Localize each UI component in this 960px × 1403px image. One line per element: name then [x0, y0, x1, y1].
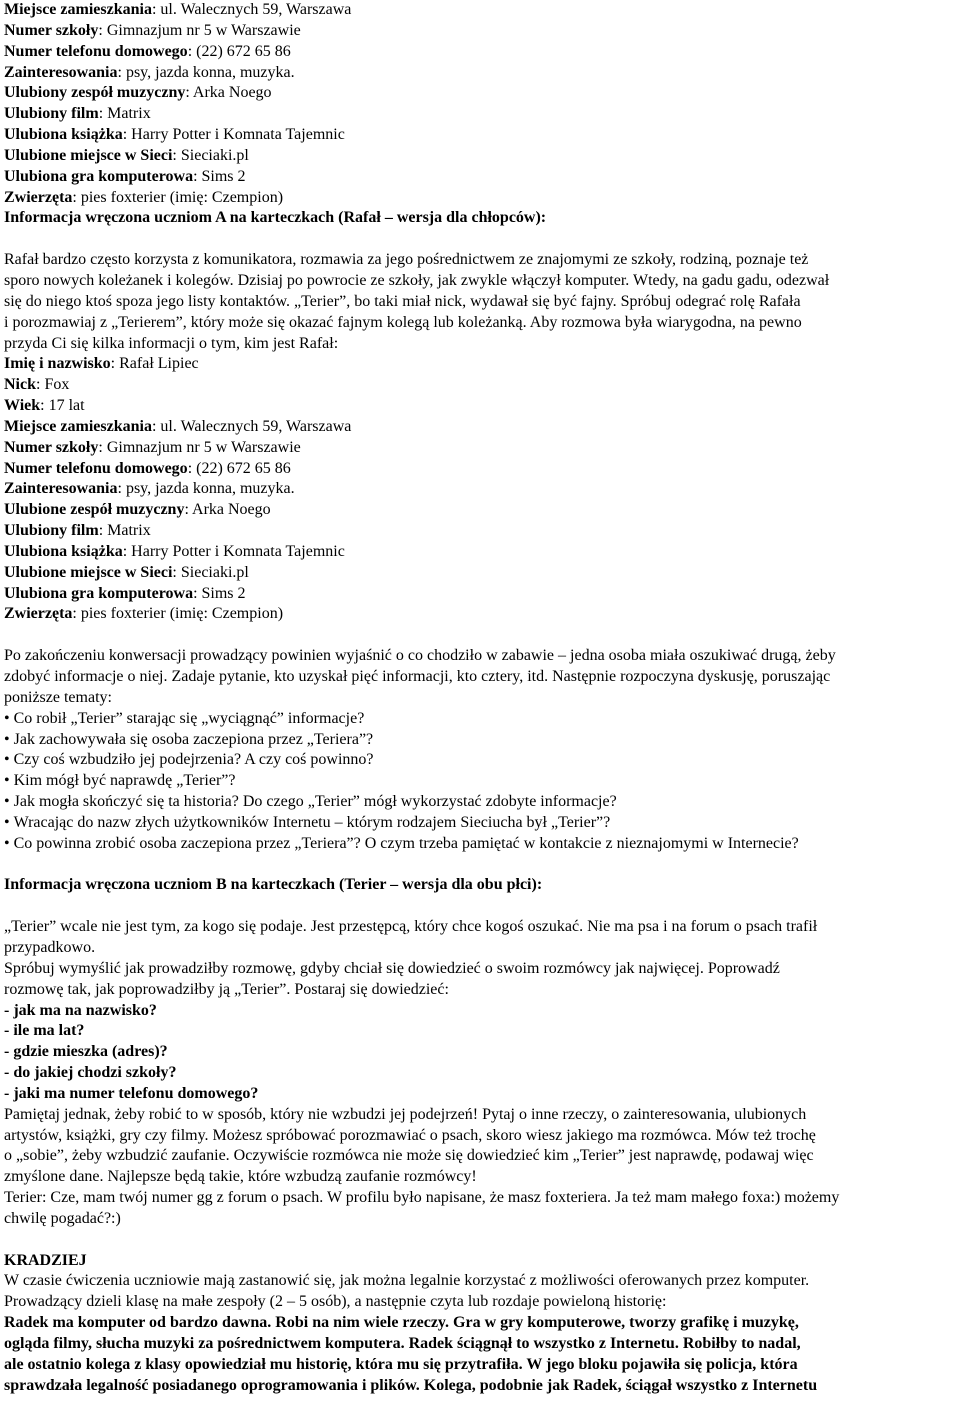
profile-label: Ulubione miejsce w Sieci: [4, 563, 173, 581]
text-line: chwilę pogadać?:): [4, 1209, 121, 1227]
spacer: [4, 625, 956, 646]
profile-label: Ulubione zespół muzyczny: [4, 501, 185, 519]
profile-row: Ulubione miejsce w Sieci: Sieciaki.pl: [4, 146, 249, 164]
profile-value: Arka Noego: [192, 84, 272, 102]
discussion-bullet: • Wracając do nazw złych użytkowników Internetu – którym rodzajem Sieciucha był „Terier”?: [4, 813, 956, 834]
question-item: - ile ma lat?: [4, 1022, 85, 1040]
profile-row: Ulubiona gra komputerowa: Sims 2: [4, 167, 246, 185]
profile-label: Numer telefonu domowego: [4, 459, 188, 477]
discussion-bullet: • Jak zachowywała się osoba zaczepiona przez „Teriera”?: [4, 730, 956, 751]
profile-row: Nick: Fox: [4, 376, 70, 394]
profile-value: pies foxterier (imię: Czempion): [80, 605, 284, 623]
profile-a-top: [4, 0, 956, 208]
profile-row: Numer telefonu domowego: (22) 672 65 86: [4, 42, 291, 60]
profile-value: Gimnazjum nr 5 w Warszawie: [106, 21, 301, 39]
profile-row: Ulubione miejsce w Sieci: Sieciaki.pl: [4, 563, 249, 581]
profile-value: (22) 672 65 86: [196, 459, 291, 477]
profile-value: Fox: [44, 376, 70, 394]
profile-value: Matrix: [107, 522, 151, 540]
discussion-bullet: • Jak mogła skończyć się ta historia? Do czego „Terier” mógł wykorzystać zdobyte informacje?: [4, 792, 956, 813]
profile-row: Ulubiony film: Matrix: [4, 105, 151, 123]
theft-intro: [4, 1271, 956, 1313]
profile-value: Matrix: [107, 105, 151, 123]
profile-value: (22) 672 65 86: [196, 42, 291, 60]
text-line: i porozmawiaj z „Terierem”, który może się okazać fajnym kolegą lub koleżanką. Aby rozmowa była wiarygodna, na pewno: [4, 313, 802, 331]
story-line: ogląda filmy, słucha muzyki za pośrednictwem komputera. Radek ściągnął to wszystko z Internetu. Robiłby to nadal,: [4, 1335, 801, 1352]
discussion-bullet: • Co robił „Terier” starając się „wyciągnąć” informacje?: [4, 709, 956, 730]
profile-value: Gimnazjum nr 5 w Warszawie: [106, 438, 301, 456]
text-line: Terier: Cze, mam twój numer gg z forum o psach. W profilu było napisane, że masz foxteriera. Ja też mam małego foxa:) możemy: [4, 1189, 840, 1207]
profile-row: Miejsce zamieszkania: ul. Walecznych 59, Warszawa: [4, 417, 352, 435]
story-line: Radek ma komputer od bardzo dawna. Robi na nim wiele rzeczy. Gra w gry komputerowe, tworzy grafikę i muzykę,: [4, 1314, 799, 1332]
profile-label: Numer telefonu domowego: [4, 42, 188, 60]
question-item: - jaki ma numer telefonu domowego?: [4, 1084, 259, 1102]
text-line: zdobyć informacje o niej. Zadaje pytanie, kto uzyskał pięć informacji, kto cztery, itd. Następnie rozpoczyna dyskusję, poruszając: [4, 668, 831, 685]
profile-row: Ulubiony film: Matrix: [4, 522, 151, 540]
profile-label: Numer szkoły: [4, 438, 99, 456]
profile-label: Ulubiona książka: [4, 542, 123, 560]
profile-row: Ulubiona książka: Harry Potter i Komnata Tajemnic: [4, 126, 345, 144]
profile-label: Zainteresowania: [4, 63, 118, 81]
profile-a: [4, 354, 956, 625]
discussion-list: [4, 709, 956, 855]
story-line: sprawdzała legalność posiadanego oprogramowania i plików. Kolega, podobnie jak Radek, ściągał wszystko z Internetu: [4, 1376, 818, 1394]
text-line: „Terier” wcale nie jest tym, za kogo się podaje. Jest przestępcą, który chce kogoś oszukać. Nie ma psa i na forum o psach trafił: [4, 918, 818, 936]
profile-value: Sieciaki.pl: [180, 146, 249, 164]
profile-row: Imię i nazwisko: Rafał Lipiec: [4, 355, 199, 373]
profile-label: Ulubiony film: [4, 105, 99, 123]
profile-label: Ulubiona gra komputerowa: [4, 584, 194, 602]
profile-row: Miejsce zamieszkania: ul. Walecznych 59, Warszawa: [4, 1, 352, 18]
section-a-intro: [4, 250, 956, 354]
profile-row: Numer szkoły: Gimnazjum nr 5 w Warszawie: [4, 438, 301, 456]
profile-row: Ulubione zespół muzyczny: Arka Noego: [4, 501, 271, 519]
spacer: [4, 896, 956, 917]
text-line: Prowadzący dzieli klasę na małe zespoły (2 – 5 osób), a następnie czyta lub rozdaje powieloną historię:: [4, 1293, 667, 1311]
profile-row: Zainteresowania: psy, jazda konna, muzyka.: [4, 480, 295, 498]
profile-row: Ulubiona gra komputerowa: Sims 2: [4, 584, 246, 602]
text-line: W czasie ćwiczenia uczniowie mają zastanowić się, jak można legalnie korzystać z możliwości oferowanych przez komputer.: [4, 1272, 810, 1290]
profile-value: Sieciaki.pl: [180, 563, 249, 581]
question-item: - gdzie mieszka (adres)?: [4, 1043, 168, 1061]
profile-value: Arka Noego: [192, 501, 271, 519]
profile-row: Zainteresowania: psy, jazda konna, muzyka.: [4, 63, 295, 81]
profile-value: Sims 2: [201, 167, 246, 185]
profile-label: Ulubione miejsce w Sieci: [4, 146, 173, 164]
spacer: [4, 855, 956, 876]
section-b-intro: [4, 917, 956, 1000]
spacer: [4, 1230, 956, 1251]
profile-value: psy, jazda konna, muzyka.: [125, 63, 295, 81]
text-line: Po zakończeniu konwersacji prowadzący powinien wyjaśnić o co chodziło w zabawie – jedna osoba miała oszukiwać drugą, żeby: [4, 647, 836, 665]
profile-value: Harry Potter i Komnata Tajemnic: [131, 126, 345, 144]
section-b-outro: [4, 1105, 956, 1230]
profile-value: pies foxterier (imię: Czempion): [80, 188, 284, 206]
profile-value: Rafał Lipiec: [119, 355, 199, 373]
text-line: artystów, książki, gry czy filmy. Możesz spróbować porozmawiać o psach, skoro wiesz jakiego ma rozmówca. Mów też trochę: [4, 1126, 816, 1144]
profile-row: Zwierzęta: pies foxterier (imię: Czempion): [4, 605, 284, 623]
profile-row: Wiek: 17 lat: [4, 397, 85, 415]
profile-label: Numer szkoły: [4, 21, 99, 39]
text-line: rozmowę tak, jak poprowadziłby ją „Terier”. Postaraj się dowiedzieć:: [4, 980, 449, 998]
profile-row: Numer szkoły: Gimnazjum nr 5 w Warszawie: [4, 21, 301, 39]
theft-heading: KRADZIEJ: [4, 1251, 87, 1269]
discussion-bullet: • Kim mógł być naprawdę „Terier”?: [4, 771, 956, 792]
text-line: Spróbuj wymyślić jak prowadziłby rozmowę, gdyby chciał się dowiedzieć o swoim rozmówcy jak najwięcej. Poprowadź: [4, 959, 780, 977]
text-line: sporo nowych koleżanek i kolegów. Dzisiaj po powrocie ze szkoły, jak zwykle włączył komputer. Wtedy, na gadu gadu, odezwał: [4, 271, 830, 289]
profile-row: Ulubiony zespół muzyczny: Arka Noego: [4, 84, 272, 102]
text-line: Rafał bardzo często korzysta z komunikatora, rozmawia za jego pośrednictwem ze znajomymi ze szkoły, rodziną, poznaje też: [4, 251, 809, 269]
profile-row: Numer telefonu domowego: (22) 672 65 86: [4, 459, 291, 477]
profile-label: Miejsce zamieszkania: [4, 417, 152, 435]
text-line: poniższe tematy:: [4, 688, 112, 706]
discussion-bullet: • Czy coś wzbudziło jej podejrzenia? A czy coś powinno?: [4, 750, 956, 771]
profile-row: Zwierzęta: pies foxterier (imię: Czempion): [4, 188, 284, 206]
question-item: - do jakiej chodzi szkoły?: [4, 1064, 177, 1082]
profile-label: Nick: [4, 376, 36, 394]
profile-label: Ulubiony zespół muzyczny: [4, 84, 186, 102]
discussion-bullet: • Co powinna zrobić osoba zaczepiona przez „Teriera”? O czym trzeba pamiętać w kontakcie z nieznajomymi w Internecie?: [4, 834, 956, 855]
profile-label: Miejsce zamieszkania: [4, 1, 152, 18]
question-item: - jak ma na nazwisko?: [4, 1001, 157, 1019]
text-line: przyda Ci się kilka informacji o tym, kim jest Rafał:: [4, 334, 339, 352]
profile-label: Wiek: [4, 397, 41, 415]
story-line: ale ostatnio kolega z klasy opowiedział mu historię, która mu się przytrafiła. W jego bloku pojawiła się policja, która: [4, 1355, 798, 1373]
profile-label: Zwierzęta: [4, 605, 73, 623]
text-line: Pamiętaj jednak, żeby robić to w sposób, który nie wzbudzi jej podejrzeń! Pytaj o inne rzeczy, o zainteresowania, ulubionych: [4, 1105, 807, 1123]
section-a-heading: Informacja wręczona uczniom A na karteczkach (Rafał – wersja dla chłopców):: [4, 209, 547, 227]
section-b-heading: Informacja wręczona uczniom B na karteczkach (Terier – wersja dla obu płci):: [4, 876, 543, 894]
profile-value: ul. Walecznych 59, Warszawa: [160, 417, 352, 435]
profile-row: Ulubiona książka: Harry Potter i Komnata Tajemnic: [4, 542, 345, 560]
profile-label: Ulubiona książka: [4, 126, 123, 144]
profile-value: Sims 2: [201, 584, 246, 602]
profile-value: 17 lat: [48, 397, 85, 415]
profile-label: Ulubiona gra komputerowa: [4, 167, 194, 185]
theft-story: [4, 1313, 956, 1396]
text-line: się do niego ktoś spoza jego listy kontaktów. „Terier”, bo taki miał nick, wydawał się być fajny. Spróbuj odegrać rolę Rafała: [4, 292, 801, 310]
profile-label: Zainteresowania: [4, 480, 118, 498]
profile-label: Zwierzęta: [4, 188, 73, 206]
spacer: [4, 229, 956, 250]
discussion-intro: [4, 646, 956, 709]
profile-value: psy, jazda konna, muzyka.: [125, 480, 295, 498]
text-line: zmyślone dane. Najlepsze będą takie, które wzbudzą zaufanie rozmówcy!: [4, 1168, 477, 1186]
profile-value: Harry Potter i Komnata Tajemnic: [131, 542, 345, 560]
text-line: o „sobie”, żeby wzbudzić zaufanie. Oczywiście rozmówca nie może się dowiedzieć kim „Terier” jest naprawdę, podawaj więc: [4, 1147, 814, 1165]
profile-value: ul. Walecznych 59, Warszawa: [160, 1, 352, 18]
profile-label: Ulubiony film: [4, 522, 99, 540]
text-line: przypadkowo.: [4, 938, 96, 956]
section-b-questions: [4, 1001, 956, 1105]
profile-label: Imię i nazwisko: [4, 355, 111, 373]
